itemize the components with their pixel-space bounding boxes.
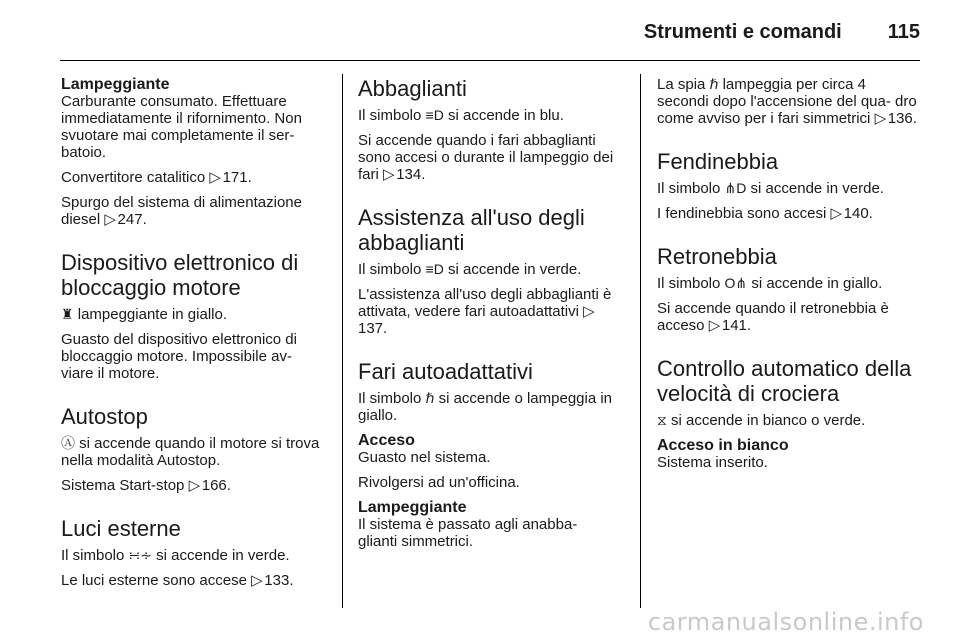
white-text: Sistema inserito. (657, 454, 768, 471)
arrow-reference-icon: ▷ (104, 211, 116, 228)
page-number: 115 (887, 20, 920, 43)
high-beam-assist-icon: ≡D (425, 261, 444, 277)
arrow-reference-icon: ▷ (874, 110, 887, 127)
lamp-text: Carburante consumato. Effettuare immediatamente il rifornimento. Non svuotare mai completamente il ser- batoio. (61, 93, 302, 161)
exterior-on-line: Le luci esterne sono accese ▷ 133. (61, 572, 294, 589)
high-beam-icon: ≡D (425, 107, 444, 123)
cruise-heading: Controllo automatico della velocità di crociera (657, 356, 912, 406)
column-right (657, 76, 919, 479)
purge-line: Spurgo del sistema di alimentazione diesel ▷ 247. (61, 194, 302, 228)
exterior-heading: Luci esterne (61, 516, 181, 541)
flash-text: Il sistema è passato agli anabba- glianti simmetrici. (358, 516, 578, 550)
catalytic-line: Convertitore catalitico ▷ 171. (61, 169, 252, 186)
immobilizer-symbol-line: ♜ lampeggiante in giallo. (61, 306, 228, 323)
front-fog-icon: ⋔D (724, 180, 747, 196)
rear-fog-symbol-line: Il simbolo O⋔ si accende in giallo. (657, 275, 883, 292)
column-divider (342, 74, 343, 608)
arrow-reference-icon: ▷ (830, 205, 843, 222)
autostop-heading: Autostop (61, 404, 148, 429)
high-beam-text: Si accende quando i fari abbaglianti sono accesi o durante il lampeggio dei fari ▷ 134. (358, 132, 614, 183)
autostop-line: Ⓐ si accende quando il motore si trova nella modalità Autostop. (61, 435, 320, 469)
arrow-reference-icon: ▷ (583, 303, 595, 320)
rear-fog-icon: O⋔ (724, 275, 748, 291)
on-heading: Acceso (358, 432, 415, 449)
spia-text: La spia ℏ lampeggia per circa 4 secondi dopo l'accensione del qua- dro come avviso per i fari simmetrici ▷ 136. (657, 76, 917, 127)
lamp-heading: Lampeggiante (61, 76, 170, 93)
column-divider (640, 74, 641, 608)
assist-text: L'assistenza all'uso degli abbaglianti è attivata, vedere fari autoadattativi ▷ 137. (358, 286, 612, 337)
immobilizer-fault: Guasto del dispositivo elettronico di bloccaggio motore. Impossibile av- viare il motore. (61, 331, 297, 382)
autostop-a-icon: Ⓐ (61, 435, 75, 451)
arrow-reference-icon: ▷ (251, 572, 263, 589)
section-title: Strumenti e comandi (643, 20, 842, 43)
cruise-control-icon: ⧖ (657, 412, 667, 428)
adaptive-heading: Fari autoadattativi (358, 359, 533, 384)
cruise-line: ⧖ si accende in bianco o verde. (657, 412, 866, 429)
rear-fog-text: Si accende quando il retronebbia è acceso ▷ 141. (657, 300, 889, 334)
side-lights-icon: ∺∻ (128, 547, 152, 563)
column-middle (358, 76, 620, 558)
car-key-icon: ♜ (61, 306, 74, 322)
watermark: carmanualsonline.info (647, 608, 924, 636)
fog-symbol-line: Il simbolo ⋔D si accende in verde. (657, 180, 884, 197)
fog-on-line: I fendinebbia sono accesi ▷ 140. (657, 205, 873, 222)
page-header (60, 14, 920, 50)
assist-heading: Assistenza all'uso degli abbaglianti (358, 205, 585, 255)
high-beam-symbol-line: Il simbolo ≡D si accende in blu. (358, 107, 564, 124)
header-rule (60, 60, 920, 61)
immobilizer-heading: Dispositivo elettronico di bloccaggio motore (61, 250, 299, 300)
assist-symbol-line: Il simbolo ≡D si accende in verde. (358, 261, 582, 278)
fog-heading: Fendinebbia (657, 149, 779, 174)
white-heading: Acceso in bianco (657, 437, 789, 454)
startstop-line: Sistema Start-stop ▷ 166. (61, 477, 231, 494)
arrow-reference-icon: ▷ (209, 169, 221, 186)
exterior-symbol-line: Il simbolo ∺∻ si accende in verde. (61, 547, 290, 564)
adaptive-light-icon: ℏ (425, 390, 435, 406)
arrow-reference-icon: ▷ (383, 166, 395, 183)
adaptive-light-icon: ℏ (709, 76, 719, 92)
rear-fog-heading: Retronebbia (657, 244, 777, 269)
high-beam-heading: Abbaglianti (358, 76, 467, 101)
column-left (61, 76, 323, 597)
arrow-reference-icon: ▷ (188, 477, 201, 494)
adaptive-symbol-line: Il simbolo ℏ si accende o lampeggia in giallo. (358, 390, 613, 424)
flash-heading: Lampeggiante (358, 499, 467, 516)
arrow-reference-icon: ▷ (708, 317, 721, 334)
on-text-1: Guasto nel sistema. (358, 449, 491, 466)
on-text-2: Rivolgersi ad un'officina. (358, 474, 520, 491)
